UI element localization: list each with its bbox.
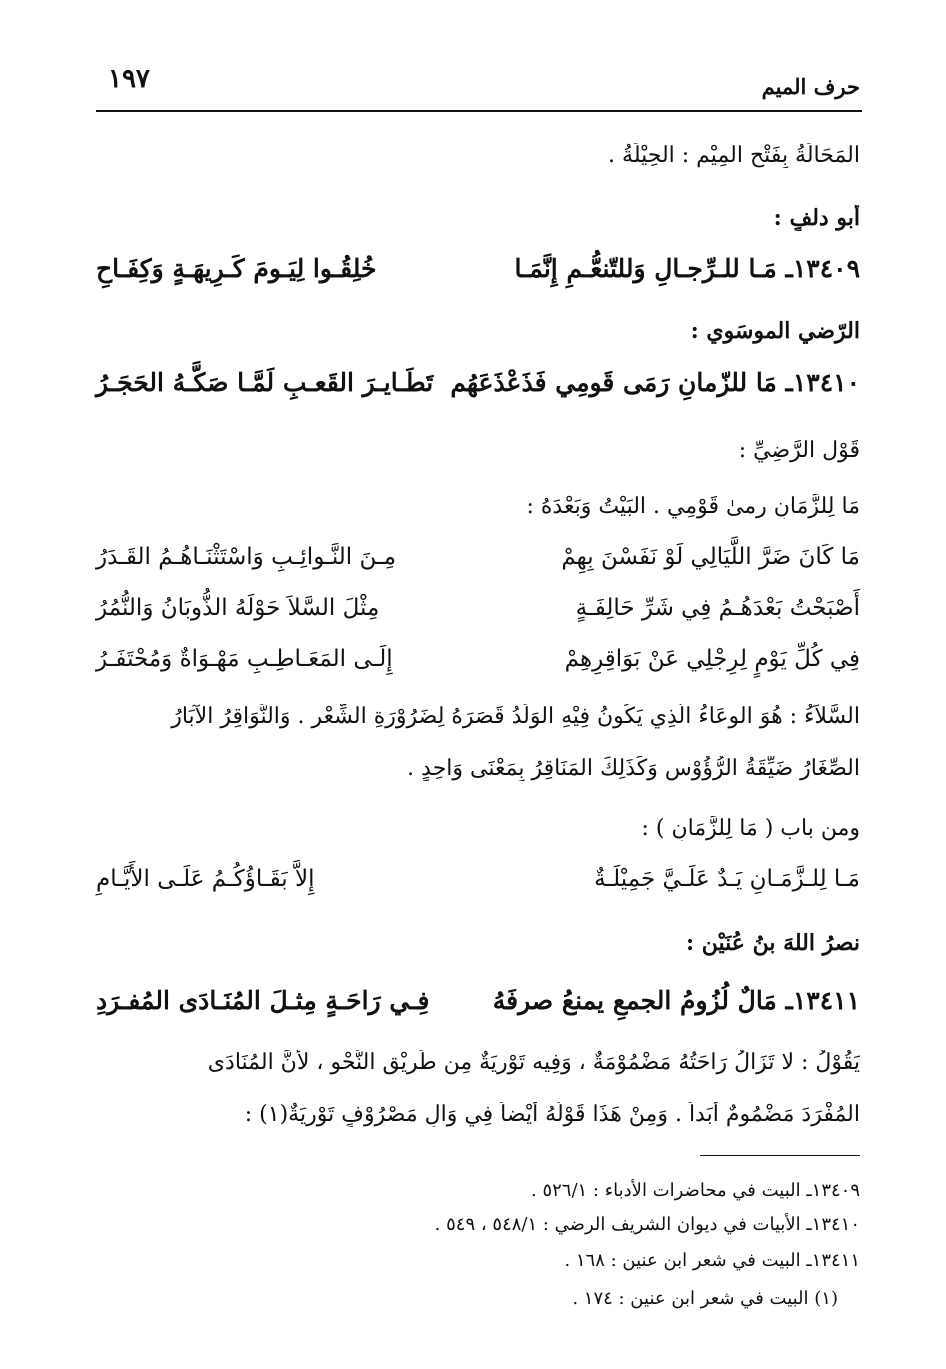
footnote-divider [700,1155,860,1156]
verse-second-hemistich: خُلِقُـوا لِيَـومَ كَـرِيهَـةٍ وَكِفَـاحِ [96,254,377,283]
text-line: يَقُوْلُ : لا تَزَالُ رَاحَتُهُ مَضْمُوْمَةٌ ، وَفِيه تَوْرِيَةٌ مِن طَرِيْقِ النَّحْوِ ، لأنَّ المُنَادَى [207,1050,860,1075]
text-line: السَّلاَءُ : هُوَ الوِعَاءُ الَّذِي يَكُونُ فِيْهِ الوَلَدُ قَصَرَهُ لِضَرُوْرَةِ الشِّعْرِ . وَالنَّوَاقِرُ الآبَارُ [171,704,860,729]
footnote: ١٣٤١١ـ البيت في شعر ابن عنين : ١٦٨ . [564,1250,860,1271]
text-line: الصِّغَارُ ضَيِّقَةُ الرُّؤُوْسِ وَكَذَلِكَ المَنَاقِرُ بِمَعْنَى وَاحِدٍ . [407,756,860,781]
verse-first-hemistich: ١٣٤٠٩ـ مَـا للـرِّجـالِ وَللتّنعُّـمِ إِنَّمَـا [514,254,860,283]
poem-line [96,544,860,590]
poet-name: نصرُ اللهَ بنُ عُنَيْنٍ : [685,930,860,956]
text-line: مَا لِلزَّمَانِ رمىٰ قَوْمِي . البَيْتُ وَبَعْدَهُ : [526,494,860,519]
verse-1411 [96,986,860,1032]
verse-first-hemistich: أَصْبَحْتُ بَعْدَهُـمُ فِي شَرِّ حَالِفَـةٍ [575,595,860,621]
poem-line [96,866,860,912]
verse-first-hemistich: فِي كُلِّ يَوْمٍ لِرِجْلِي عَنْ بَوَاقِرِهِمْ [564,646,860,672]
poet-name: أبو دلفٍ : [773,205,860,231]
poem-line [96,595,860,641]
verse-first-hemistich: مَـا لِلـزَّمَـانِ يَـدٌ عَلَـيَّ جَمِيْلَـةٌ [594,866,860,892]
verse-1409 [96,254,860,300]
footnote: ١٣٤١٠ـ الأبيات في ديوان الشريف الرضي : ٥٤٨/١ ، ٥٤٩ . [434,1214,860,1235]
poet-name: الرّضي الموسَوي : [690,318,860,344]
page-number: ١٩٧ [108,64,150,94]
poem-line [96,646,860,692]
text-line: المَحَالَةُ بِفَتْحِ المِيْمِ : الحِيْلَةُ . [608,143,860,168]
text-line: المُفْرَدَ مَضْمُومٌ أَبَداً . وَمِنْ هَذَا قَوْلُهُ أَيْضاً فِي وَالٍ مَصْرُوْفٍ تَوْرِيَةٌ(١) : [244,1102,860,1127]
text-line: قَوْل الرَّضِيِّ : [738,438,860,463]
verse-first-hemistich: ١٣٤١١ـ مَالٌ لُزُومُ الجمعِ يمنعُ صرفَهُ [492,986,860,1015]
footnote: (١) البيت في شعر ابن عنين : ١٧٤ . [572,1288,838,1309]
text-line: ومن باب ( مَا لِلزَّمَانِ ) : [641,816,860,841]
verse-second-hemistich: مِـنَ النَّـوائِـبِ وَاسْتَثْنَـاهُـمُ القَـدَرُ [96,544,397,570]
chapter-title: حرف الميم [761,74,860,99]
verse-second-hemistich: إِلاَّ بَقَـاؤُكُـمُ عَلَـى الأَيَّـامِ [96,866,315,892]
verse-first-hemistich: ١٣٤١٠ـ مَا للزّمانِ رَمَى قَومِي فَذَعْذَعَهُم [450,368,860,397]
verse-1410 [96,368,860,414]
footnote: ١٣٤٠٩ـ البيت في محاضرات الأدباء : ٥٢٦/١ . [531,1180,860,1201]
verse-first-hemistich: مَا كَانَ ضَرَّ اللَّيَالِي لَوْ نَفَسْنَ بِهِمْ [561,544,860,570]
verse-second-hemistich: تَطَـايـرَ القَعـبِ لَمَّـا صَكَّـهُ الحَجَـرُ [96,368,434,397]
verse-second-hemistich: إِلَـى المَعَـاطِـبِ مَهْـوَاةٌ وَمُحْتَفَـرُ [96,646,393,672]
verse-second-hemistich: فِـي رَاحَـةٍ مِثـلَ المُنَـادَى المُفـرَدِ [96,986,430,1015]
header-divider [96,110,862,112]
verse-second-hemistich: مِثْلَ السَّلاَ حَوْلَهُ الذُّوبَانُ وَالنُّمُرُ [96,595,380,621]
